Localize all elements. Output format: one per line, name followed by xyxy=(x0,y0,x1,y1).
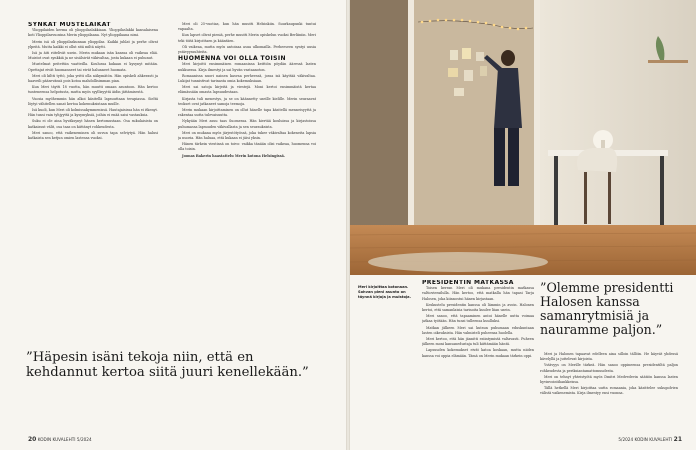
paragraph: Vuosia myöhemmin hän alkoi käsitellä lapsuuttaan terapiassa. Sieltä löytyi vähitellen sanat kertoa kokemuksistaan muille. xyxy=(28,96,158,106)
paragraph: Meri ja Halonen tapaavat edelleen aina silloin tällöin. He käyvät yhdessä kävelyllä ja juttelevat kirjoista. xyxy=(540,352,678,362)
paragraph: Suku ei ole aina hyväksynyt hänen kertomustaan. Osa sukulaisista on katkaissut välit, osa taas on kiittänyt rohkeudesta. xyxy=(28,119,158,129)
paragraph: Joonas Bakerin haastattelu Merin kotona Helsingissä. xyxy=(182,153,285,158)
paragraph: Lapsuuden kokemukset eivät katoa koskaan, mutta niiden kanssa voi oppia elämään. Tämä on Merin mukaan tärkein oppi. xyxy=(422,348,534,358)
paragraph: Mustelmat peitettiin vaatteilla. Koulussa kukaan ei kysynyt mitään. Opettajat eivät huomanneet tai eivät halunneet huomata. xyxy=(28,62,158,72)
paragraph: Meri on tehnyt yhteistyötä myös Dmitri Medvedevin säätiön kanssa lasten hyvinvointihankkeissa. xyxy=(540,374,678,385)
right-column-2 xyxy=(540,352,678,432)
paragraph: Meri kertoo, että hän jännitti esiintymistä valtavasti. Puheen jälkeen moni kansanedustaja tuli kiittämään häntä. xyxy=(422,337,534,347)
paragraph: Meri sanoo, että vaikeneminen oli suvun tapa selviytyä. Hän halusi katkaista sen ketjun omien lastensa vuoksi. xyxy=(28,130,158,141)
page-folio-right xyxy=(618,436,682,443)
page-number: 21 xyxy=(673,436,682,443)
photo-caption: Meri kirjoittaa kotonaan. Sohvan pieni asunto on täynnä kirjoja ja muistoja. xyxy=(358,285,411,299)
spine-gutter xyxy=(346,0,350,450)
interior-photo xyxy=(348,0,696,275)
paragraph: Meri on mukana myös järjestötyössä, joka tukee väkivaltaa kokeneita lapsia ja nuoria. Hän haluaa, että kukaan ei jäisi yksin. xyxy=(178,130,316,141)
paragraph: Meri kirjoitti ensimmäisen romaaninsa keittiön pöydän ääressä lasten nukkuessa. Kirja ilmestyi ja sai hyvän vastaanoton. xyxy=(178,62,316,72)
right-column-1 xyxy=(422,280,534,430)
issue-number: 5/2024 xyxy=(76,437,92,442)
paragraph: Oli vaikeaa, mutta myös antoisaa asua ulkomailla. Perheeseen syntyi uusia ystävyyssuhteita. xyxy=(178,44,316,55)
paragraph: Kun lapset olivat pieniä, perhe muutti Merin opiskelun vuoksi Berliiniin. Meri teki töitä kirjoittaen ja kääntäen. xyxy=(178,33,316,43)
paragraph: Meri sanoo, että tapaaminen antoi hänelle uutta voimaa jatkaa työtään. Hän tunsi tulleensa kuulluksi. xyxy=(422,314,534,324)
paragraph: Meri oli kiltti tyttö, joka yritti olla näkymätön. Hän opiskeli ahkerasti ja haaveili pääsevänsä pois kotoa mahdollisimman pian. xyxy=(28,73,158,84)
paragraph: Hänen tärkein viestinsä on toivo: vaikka tänään olisi vaikeaa, huomenna voi olla toisin. xyxy=(178,142,316,152)
paragraph: Matkan jälkeen Meri sai kutsun puhumaan eduskuntaan lasten oikeuksista. Hän valmisteli puheensa huolella. xyxy=(422,325,534,335)
paragraph: Keskustelu presidentin kanssa oli lämmin ja avoin. Halonen kertoi, että samanlaisia tarinoita kuulee liian usein. xyxy=(422,302,534,313)
paragraph: Isä kuoli, kun Meri oli kolmissakymmenissä. Hautajaisissa hän ei itkenyt. Hän tunsi vain tyhjyyttä ja kysymyksiä, joihin ei enää saisi vastauksia. xyxy=(28,108,158,118)
issue-number: 5/2024 xyxy=(618,437,634,442)
paragraph: Merin mukaan kirjoittaminen on ollut hänelle tapa käsitellä menneisyyttä ja rakentaa uutta tulevaisuutta. xyxy=(178,108,316,118)
photo-illustration xyxy=(348,0,696,275)
paragraph: Tällä hetkellä Meri kirjoittaa uutta romaania, joka käsittelee sukupolvien välistä vaikenemista. Kirja ilmestyy ensi vuonna. xyxy=(540,386,678,396)
right-pull-quote: ”Olemme presidentti Halosen kanssa samanrytmisiä ja nauramme paljon.” xyxy=(540,280,674,337)
paragraph: Ystävyys on Merille tärkeä. Hän sanoo oppineensa presidentiltä paljon rohkeudesta ja periksiantamattomuudesta. xyxy=(540,363,678,373)
paragraph: Nykyään Meri asuu taas Suomessa. Hän kiertää kouluissa ja kirjastoissa puhumassa lapsuuden väkivallasta ja sen seurauksista. xyxy=(178,119,316,129)
pull-quote: ”Häpesin isäni tekoja niin, että en kehdannut kertoa siitä juuri kenellekään.” xyxy=(26,350,309,380)
section-heading: SYNKÄT MUSTELÄIKÄT xyxy=(28,22,111,28)
magazine-name: KODIN KUVALEHTI xyxy=(37,437,76,442)
section-heading: PRESIDENTIN MATKASSA xyxy=(422,280,514,286)
paragraph: Toisen kerran Meri oli mukana presidentin matkassa valtiovierailulla. Hän kertoo, että matkalla hän tapasi Tarja Halosen, joka kiinnostui hänen kirjastaan. xyxy=(422,286,534,301)
paragraph: Kirjasta tuli menestys, ja se on käännetty useille kielille. Merin seuraavat teokset ovat jatkaneet samoja teemoja. xyxy=(178,96,316,106)
paragraph: Kun Meri täytti 18 vuotta, hän muutti omaan asuntoon. Hän kertoo tunteneensa helpotusta, mutta myös syyllisyyttä äidin jättämisestä. xyxy=(28,85,158,95)
paragraph: Merin isä oli ylioppilaskunnan ylioppilas. Kaikki juhlat ja perhe olivat ylpeitä. Mutta kaikki ei ollut sitä miltä näytti. xyxy=(28,39,158,49)
paragraph: Meri oli 25-vuotias, kun hän muutti Helsinkiin. Suurkaupunki tuntui vapaalta. xyxy=(178,22,316,32)
paragraph: Ylioppilaiden kerma oli ylioppilaslakkiaan. Ylioppilaslakki kansalaisena koti Ylioppilasvuosina Merin ylioppilaana. Nyt ylioppilaana nimi. xyxy=(28,28,158,38)
paragraph: Romaanissa nuori nainen kasvaa perheessä, jossa isä käyttää väkivaltaa. Lukijat tunnistivat tarinasta omia kokemuksiaan. xyxy=(178,73,316,84)
paragraph: Meri sai satoja kirjeitä ja viestejä. Moni kertoi ensimmäistä kertaa elämässään omasta lapsuudestaan. xyxy=(178,85,316,95)
page-folio-left xyxy=(28,436,92,443)
magazine-name: KODIN KUVALEHTI xyxy=(634,437,673,442)
paragraph: Isä ja äiti riitelivät usein. Merin mukaan isän kanssa oli vaikeaa elää. Muistot ovat synkkiä ja ne sisälsivät väkivaltaa, josta kukaan ei puhunut. xyxy=(28,51,158,61)
page-number: 20 xyxy=(28,436,37,443)
section-heading: HUOMENNA VOI OLLA TOISIN xyxy=(178,55,286,63)
